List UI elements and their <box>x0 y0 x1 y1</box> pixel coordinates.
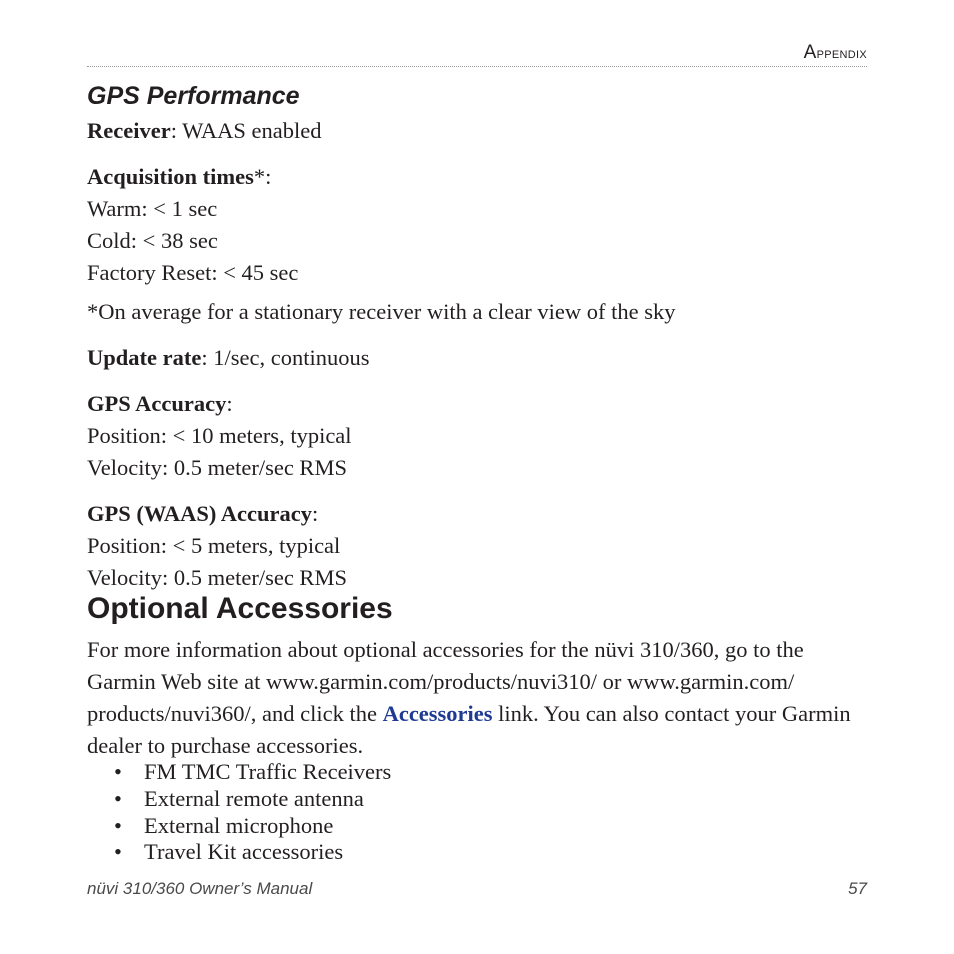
accessory-item-text: External remote antenna <box>144 786 364 811</box>
accessory-list-item <box>114 812 333 839</box>
accessories-paragraph-line-3 <box>87 698 851 730</box>
bullet-icon: • <box>114 759 122 784</box>
accessory-item-text: Travel Kit accessories <box>144 839 344 864</box>
waas-accuracy-position: Position: < 5 meters, typical <box>87 533 341 558</box>
optional-accessories-heading: Optional Accessories <box>87 592 393 625</box>
bullet-icon: • <box>114 813 122 838</box>
receiver-value: : WAAS enabled <box>170 118 322 143</box>
accessory-list-item <box>114 785 364 812</box>
acquisition-footnote: *On average for a stationary receiver with a clear view of the sky <box>87 299 676 324</box>
accessories-link[interactable]: Accessories <box>382 701 493 726</box>
acquisition-times-suffix: *: <box>253 164 272 189</box>
waas-accuracy-velocity: Velocity: 0.5 meter/sec RMS <box>87 565 347 590</box>
waas-accuracy-suffix: : <box>311 501 319 526</box>
gps-accuracy-suffix: : <box>226 391 233 416</box>
bullet-icon: • <box>114 786 122 811</box>
gps-accuracy-line <box>87 388 233 420</box>
gps-accuracy-label: GPS Accuracy <box>87 391 227 416</box>
accessories-line-3-start: products/nuvi360/, and click the <box>87 701 383 726</box>
accessory-item-text: External microphone <box>144 813 334 838</box>
accessory-list-item <box>114 838 343 865</box>
manual-title-footer: nüvi 310/360 Owner’s Manual <box>87 879 313 898</box>
factory-reset-time: Factory Reset: < 45 sec <box>87 260 299 285</box>
bullet-icon: • <box>114 839 122 864</box>
warm-start-time: Warm: < 1 sec <box>87 196 218 221</box>
gps-performance-heading: GPS Performance <box>87 82 300 110</box>
cold-start-time: Cold: < 38 sec <box>87 228 218 253</box>
header-divider <box>87 66 867 67</box>
gps-accuracy-velocity: Velocity: 0.5 meter/sec RMS <box>87 455 347 480</box>
accessories-line-3-end: link. You can also contact your Garmin <box>492 701 851 726</box>
acquisition-times-label: Acquisition times <box>87 164 254 189</box>
accessory-list-item <box>114 758 391 785</box>
update-rate-line <box>87 342 369 374</box>
update-rate-value: : 1/sec, continuous <box>201 345 370 370</box>
update-rate-label: Update rate <box>87 345 202 370</box>
accessories-paragraph-line-1: For more information about optional accessories for the nüvi 310/360, go to the <box>87 637 804 662</box>
receiver-line <box>87 115 322 147</box>
accessory-item-text: FM TMC Traffic Receivers <box>144 759 392 784</box>
acquisition-times-line <box>87 161 271 193</box>
running-header-initial: A <box>803 42 817 63</box>
waas-accuracy-label: GPS (WAAS) Accuracy <box>87 501 312 526</box>
receiver-label: Receiver <box>87 118 171 143</box>
accessories-paragraph-line-4: dealer to purchase accessories. <box>87 733 364 758</box>
running-header <box>804 42 867 64</box>
running-header-rest: ppendix <box>816 45 867 62</box>
waas-accuracy-line <box>87 498 318 530</box>
accessories-paragraph-line-2: Garmin Web site at www.garmin.com/products/nuvi310/ or www.garmin.com/ <box>87 669 795 694</box>
gps-accuracy-position: Position: < 10 meters, typical <box>87 423 352 448</box>
page-number: 57 <box>848 879 867 898</box>
